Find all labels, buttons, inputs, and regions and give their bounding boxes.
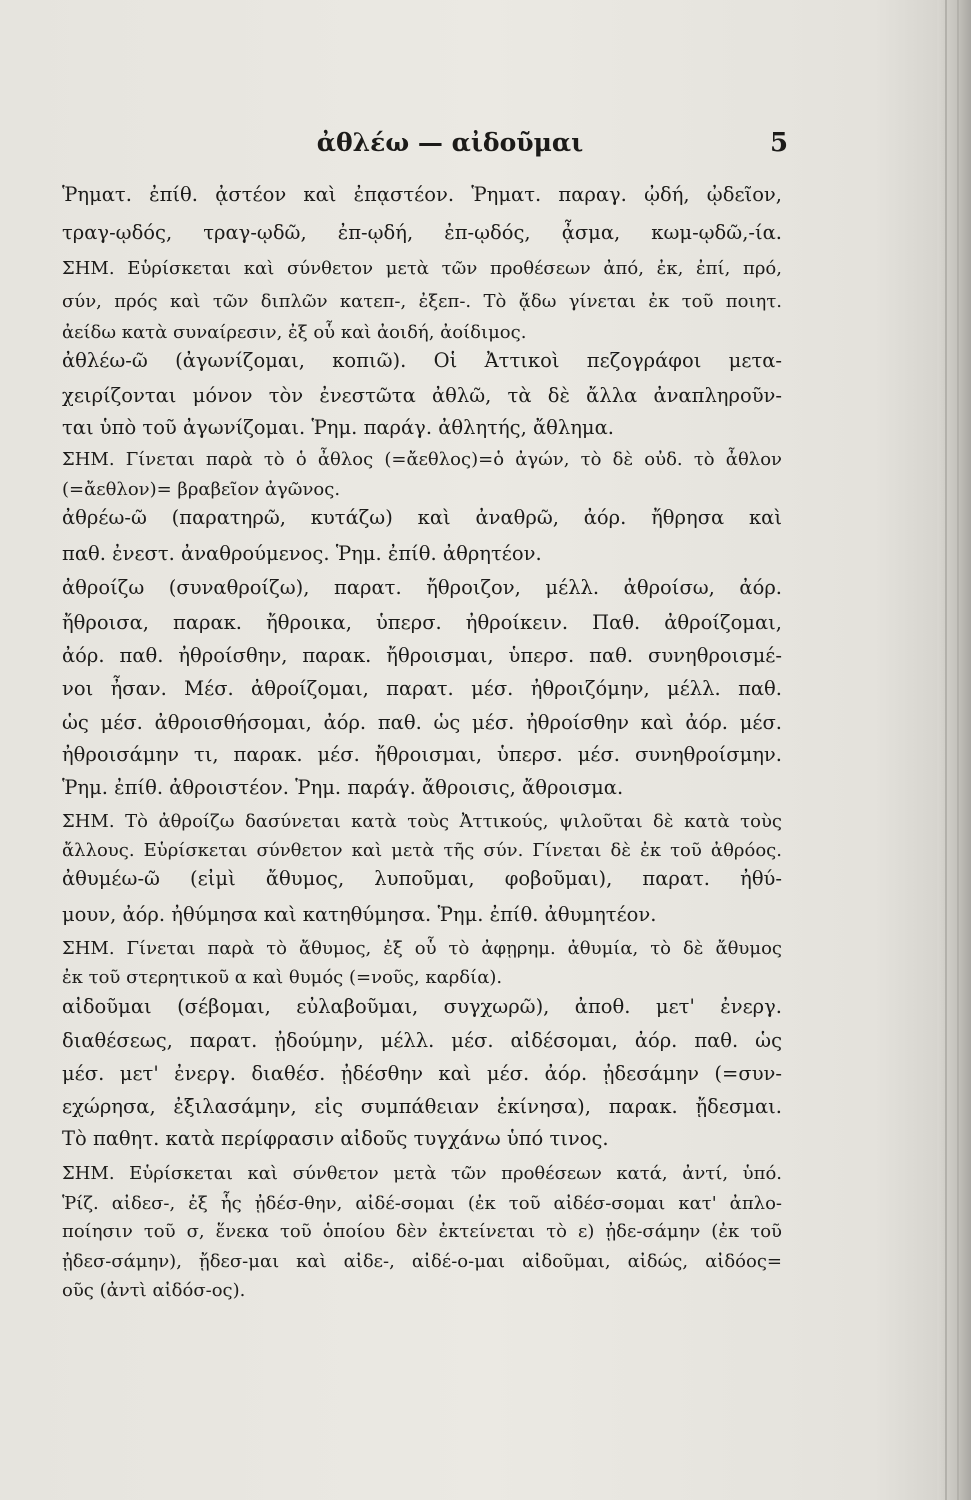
text-line: αἰδοῦμαι (σέβομαι, εὐλαβοῦμαι, συγχωρῶ), ἀποθ. μετ' ἐνεργ.: [62, 995, 782, 1018]
text-line: Ῥηματ. ἐπίθ. ᾀστέον καὶ ἐπᾳστέον. Ῥηματ. παραγ. ᾠδή, ᾠδεῖον,: [62, 183, 782, 206]
text-line: ἀόρ. παθ. ἠθροίσθην, παρακ. ἤθροισμαι, ὑπερσ. παθ. συνηθροισμέ-: [62, 644, 782, 667]
running-header: ἀθλέω — αἰδοῦμαι: [316, 128, 584, 157]
text-line: οῦς (ἀντὶ αἰδόσ-ος).: [62, 1280, 246, 1301]
text-line: ᾐδεσ-σάμην), ᾔδεσ-μαι καὶ αἰδε-, αἰδέ-ο-μαι αἰδοῦμαι, αἰδώς, αἰδόος=: [62, 1251, 782, 1272]
page-edge-line: [945, 0, 947, 1500]
text-line: (=ἄεθλον)= βραβεῖον ἀγῶνος.: [62, 479, 341, 500]
text-line: Ῥίζ. αἰδεσ-, ἐξ ἧς ᾐδέσ-θην, αἰδέ-σομαι (ἐκ τοῦ αἰδέσ-σομαι κατ' ἀπλο-: [62, 1193, 782, 1214]
text-line: χειρίζονται μόνον τὸν ἐνεστῶτα ἀθλῶ, τὰ δὲ ἄλλα ἀναπληροῦν-: [62, 384, 782, 407]
text-line: ἀείδω κατὰ συναίρεσιν, ἐξ οὗ καὶ ἀοιδή, ἀοίδιμος.: [62, 322, 527, 343]
text-line: παθ. ἐνεστ. ἀναθρούμενος. Ῥημ. ἐπίθ. ἀθρητέον.: [62, 542, 542, 565]
text-line: νοι ἦσαν. Μέσ. ἀθροίζομαι, παρατ. μέσ. ἠθροιζόμην, μέλλ. παθ.: [62, 677, 782, 700]
page-edge: [937, 0, 971, 1500]
text-line: ἀθρέω-ῶ (παρατηρῶ, κυτάζω) καὶ ἀναθρῶ, ἀόρ. ἤθρησα καὶ: [62, 506, 782, 529]
text-line: μουν, ἀόρ. ἠθύμησα καὶ κατηθύμησα. Ῥημ. ἐπίθ. ἀθυμητέον.: [62, 903, 657, 926]
text-line: ΣΗΜ. Γίνεται παρὰ τὸ ὁ ἆθλος (=ἄεθλος)=ὁ ἀγών, τὸ δὲ οὐδ. τὸ ἆθλον: [62, 449, 782, 470]
text-line: ὡς μέσ. ἀθροισθήσομαι, ἀόρ. παθ. ὡς μέσ. ἠθροίσθην καὶ ἀόρ. μέσ.: [62, 711, 782, 734]
text-line: Ῥημ. ἐπίθ. ἀθροιστέον. Ῥημ. παράγ. ἄθροισις, ἄθροισμα.: [62, 776, 624, 799]
page-edge-line: [957, 0, 959, 1500]
text-line: ποίησιν τοῦ σ, ἕνεκα τοῦ ὁποίου δὲν ἐκτείνεται τὸ ε) ᾐδε-σάμην (ἐκ τοῦ: [62, 1221, 782, 1242]
text-line: ἄλλους. Εὑρίσκεται σύνθετον καὶ μετὰ τῆς σύν. Γίνεται δὲ ἐκ τοῦ ἀθρόος.: [62, 840, 782, 861]
page-number: 5: [770, 128, 789, 158]
text-line: ΣΗΜ. Εὑρίσκεται καὶ σύνθετον μετὰ τῶν προθέσεων ἀπό, ἐκ, ἐπί, πρό,: [62, 258, 782, 279]
text-line: διαθέσεως, παρατ. ᾐδούμην, μέλλ. μέσ. αἰδέσομαι, ἀόρ. παθ. ὡς: [62, 1029, 782, 1052]
text-line: σύν, πρός καὶ τῶν διπλῶν κατεπ-, ἐξεπ-. Τὸ ᾄδω γίνεται ἐκ τοῦ ποιητ.: [62, 291, 782, 312]
text-line: ἐκ τοῦ στερητικοῦ α καὶ θυμός (=νοῦς, καρδία).: [62, 967, 503, 988]
text-line: μέσ. μετ' ἐνεργ. διαθέσ. ᾐδέσθην καὶ μέσ. ἀόρ. ᾐδεσάμην (=συν-: [62, 1062, 782, 1085]
text-line: ἀθυμέω-ῶ (εἰμὶ ἄθυμος, λυποῦμαι, φοβοῦμαι), παρατ. ἠθύ-: [62, 867, 782, 890]
text-line: ΣΗΜ. Εὑρίσκεται καὶ σύνθετον μετὰ τῶν προθέσεων κατά, ἀντί, ὑπό.: [62, 1163, 782, 1184]
text-line: εχώρησα, ἐξιλασάμην, εἰς συμπάθειαν ἐκίνησα), παρακ. ᾔδεσμαι.: [62, 1095, 782, 1118]
text-line: ἤθροισα, παρακ. ἤθροικα, ὑπερσ. ἠθροίκειν. Παθ. ἀθροίζομαι,: [62, 611, 782, 634]
text-line: ἀθροίζω (συναθροίζω), παρατ. ἤθροιζον, μέλλ. ἀθροίσω, ἀόρ.: [62, 576, 782, 599]
text-line: ται ὑπὸ τοῦ ἀγωνίζομαι. Ῥημ. παράγ. ἀθλητής, ἄθλημα.: [62, 416, 614, 439]
text-line: ἠθροισάμην τι, παρακ. μέσ. ἤθροισμαι, ὑπερσ. μέσ. συνηθροίσμην.: [62, 743, 782, 766]
text-line: Τὸ παθητ. κατὰ περίφρασιν αἰδοῦς τυγχάνω ὑπό τινος.: [62, 1127, 609, 1150]
text-line: ΣΗΜ. Τὸ ἀθροίζω δασύνεται κατὰ τοὺς Ἀττικούς, ψιλοῦται δὲ κατὰ τοὺς: [62, 811, 782, 832]
text-line: τραγ-ῳδός, τραγ-ῳδῶ, ἐπ-ῳδή, ἐπ-ῳδός, ᾆσμα, κωμ-ῳδῶ,-ία.: [62, 221, 782, 244]
text-line: ἀθλέω-ῶ (ἀγωνίζομαι, κοπιῶ). Οἱ Ἀττικοὶ πεζογράφοι μετα-: [62, 349, 782, 372]
text-line: ΣΗΜ. Γίνεται παρὰ τὸ ἄθυμος, ἐξ οὗ τὸ ἀφῃρημ. ἀθυμία, τὸ δὲ ἄθυμος: [62, 938, 782, 959]
